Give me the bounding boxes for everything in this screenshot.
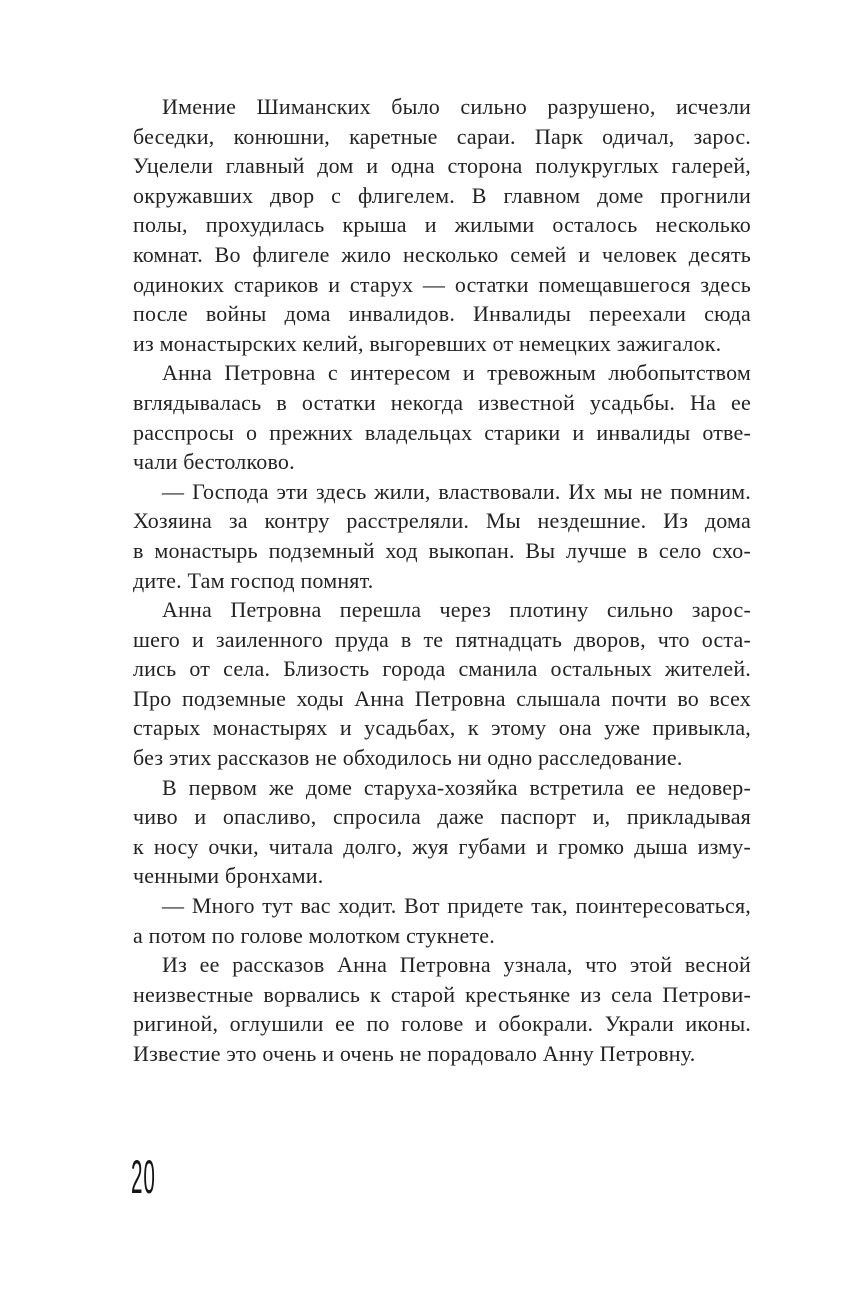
paragraph	[133, 92, 751, 358]
text-line: а потом по голове молотком стукнете.	[133, 922, 495, 948]
text-line: в монастырь подземный ход выкопан. Вы лучше в село схо-	[133, 537, 751, 563]
page-text	[133, 92, 751, 1069]
text-line: полы, прохудилась крыша и жилыми осталось несколько	[133, 212, 751, 238]
text-line: к носу очки, читала долго, жуя губами и громко дыша изму-	[133, 833, 751, 859]
text-line: ригиной, оглушили ее по голове и обокрали. Украли иконы.	[133, 1011, 751, 1037]
text-line: — Много тут вас ходит. Вот придете так, поинтересоваться,	[162, 893, 751, 919]
text-line: ченными бронхами.	[133, 863, 324, 889]
text-line: дите. Там господ помнят.	[133, 567, 374, 593]
text-line: старых монастырях и усадьбах, к этому она уже привыкла,	[133, 715, 751, 741]
text-line: неизвестные ворвались к старой крестьянке из села Петрови-	[133, 981, 751, 1007]
text-line: вглядывалась в остатки некогда известной усадьбы. На ее	[133, 389, 751, 415]
paragraph	[133, 891, 751, 950]
text-line: Известие это очень и очень не порадовало Анну Петровну.	[133, 1041, 696, 1066]
paragraph	[133, 477, 751, 595]
text-line: лись от села. Близость города сманила остальных жителей.	[133, 656, 751, 682]
paragraph	[133, 595, 751, 773]
text-line: Анна Петровна перешла через плотину сильно зарос-	[162, 597, 751, 623]
text-line: из монастырских келий, выгоревших от немецких зажигалок.	[133, 330, 722, 356]
text-line: Из ее рассказов Анна Петровна узнала, что этой весной	[162, 952, 751, 978]
text-line: В первом же доме старуха-хозяйка встретила ее недовер-	[162, 774, 751, 800]
text-line: комнат. Во флигеле жило несколько семей и человек десять	[133, 241, 751, 267]
paragraph	[133, 358, 751, 476]
text-line: Имение Шиманских было сильно разрушено, исчезли	[162, 94, 751, 119]
text-line: чали бестолково.	[133, 449, 295, 475]
text-line: шего и заиленного пруда в те пятнадцать дворов, что оста-	[133, 626, 751, 652]
text-line: Уцелели главный дом и одна сторона полукруглых галерей,	[133, 153, 751, 179]
text-line: беседки, конюшни, каретные сараи. Парк одичал, зарос.	[133, 123, 751, 149]
paragraph	[133, 950, 751, 1068]
text-line: Про подземные ходы Анна Петровна слышала почти во всех	[133, 685, 751, 711]
text-line: одиноких стариков и старух — остатки помещавшегося здесь	[133, 271, 751, 297]
text-line: без этих рассказов не обходилось ни одно расследование.	[133, 745, 683, 771]
paragraph	[133, 773, 751, 891]
text-line: Хозяина за контру расстреляли. Мы нездешние. Из дома	[133, 508, 751, 534]
text-line: после войны дома инвалидов. Инвалиды переехали сюда	[133, 301, 751, 327]
text-line: Анна Петровна с интересом и тревожным любопытством	[162, 360, 751, 386]
text-line: окружавших двор с флигелем. В главном доме прогнили	[133, 182, 751, 208]
text-line: — Господа эти здесь жили, властвовали. Их мы не помним.	[162, 478, 751, 504]
text-line: чиво и опасливо, спросила даже паспорт и, прикладывая	[133, 804, 751, 830]
page-number: 20	[131, 1150, 156, 1203]
text-line: расспросы о прежних владельцах старики и инвалиды отве-	[133, 419, 751, 445]
